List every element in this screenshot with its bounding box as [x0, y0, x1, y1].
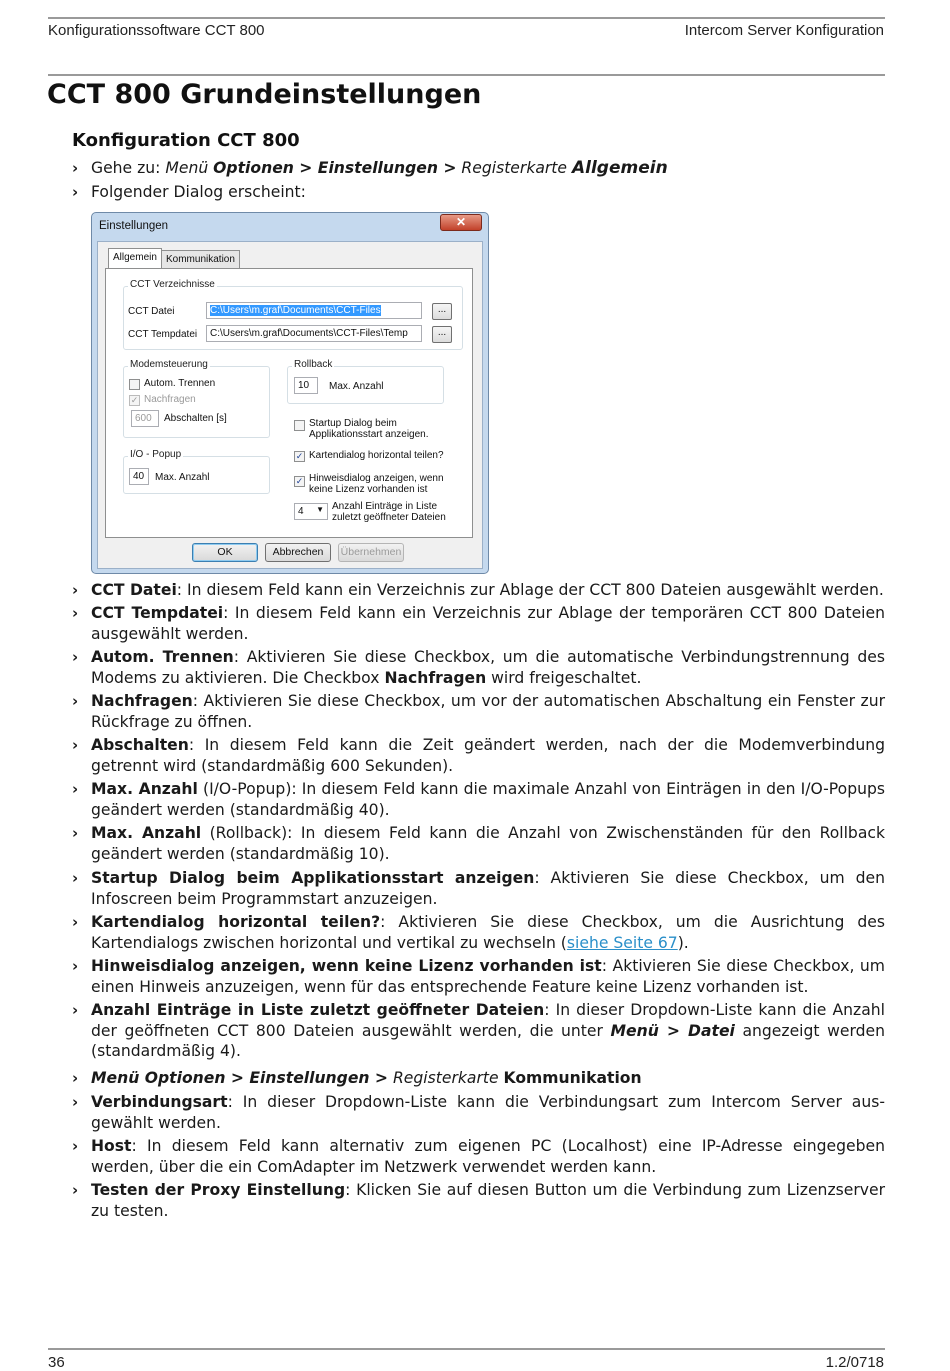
section-title: Konfiguration CCT 800 [72, 130, 300, 151]
chevron-right-icon: › [72, 736, 79, 754]
dialog-body [97, 241, 483, 569]
chevron-right-icon: › [72, 648, 79, 666]
anzahl-eintraege-label-2: zuletzt geöffneter Dateien [332, 512, 446, 523]
page-title: CCT 800 Grundeinstellungen [47, 79, 482, 110]
tab-allgemein[interactable]: Allgemein [108, 248, 162, 268]
hinweisdialog-checkbox[interactable]: ✓ [295, 476, 304, 486]
dialog-title: Einstellungen [99, 220, 169, 232]
chevron-right-icon: › [72, 1069, 79, 1087]
chevron-right-icon: › [72, 869, 79, 887]
uebernehmen-button[interactable]: Übernehmen [338, 543, 404, 562]
bullet-hinweisdialog: › Hinweisdialog anzeigen, wenn keine Lizenz vorhanden ist: Aktivieren Sie diese Checkbox, um einen Hinweis anzuzeigen, wenn für das entsprechende Feature keine Lizenz vorhanden ist. [72, 957, 885, 996]
cct-datei-field[interactable]: C:\Users\m.graf\Documents\CCT-Files [206, 302, 422, 319]
rollback-max-label: Max. Anzahl [329, 381, 384, 392]
group-modemsteuerung: Modemsteuerung [123, 366, 270, 438]
chevron-right-icon: › [72, 1137, 79, 1155]
abschalten-label: Abschalten [s] [164, 413, 227, 424]
abschalten-field[interactable]: 600 [131, 410, 159, 427]
intro-dialog: › Folgender Dialog erscheint: [72, 183, 306, 201]
rollback-max-field[interactable]: 10 [294, 377, 318, 394]
intro-goto: › Gehe zu: Menü Optionen > Einstellungen > Registerkarte Allgemein [72, 158, 668, 178]
browse-cct-datei-button[interactable]: ... [432, 303, 452, 320]
startup-dialog-label-2: Applikationsstart anzeigen. [309, 429, 429, 440]
bullet-abschalten: › Abschalten: In diesem Feld kann die Zeit geändert werden, nach der die Modemverbindung getrennt wird (standardmäßig 600 Sekunden). [72, 736, 885, 775]
chevron-right-icon: › [72, 1093, 79, 1111]
autom-trennen-label: Autom. Trennen [144, 378, 216, 389]
chevron-down-icon: ▼ [316, 505, 324, 514]
bullet-anzahl-eintraege: › Anzahl Einträge in Liste zuletzt geöffneter Dateien: In dieser Dropdown-Liste kann die Anzahl der geöffneten CCT 800 Dateien ausgewählt werden, die unter Menü > Datei angezeigt werden (standardmäßig 4). [72, 1001, 885, 1060]
chevron-right-icon: › [72, 824, 79, 842]
browse-cct-tempdatei-button[interactable]: ... [432, 326, 452, 343]
cct-datei-label: CCT Datei [128, 306, 175, 317]
bullet-autom-trennen: › Autom. Trennen: Aktivieren Sie diese Checkbox, um die automatische Verbindungstrennung des Modems zu aktivieren. Die Checkbox Nachfragen wird freigeschaltet. [72, 648, 885, 687]
doc-version: 1.2/0718 [825, 1354, 884, 1371]
settings-dialog [91, 212, 489, 574]
group-rollback: Rollback [287, 366, 444, 404]
chevron-right-icon: › [72, 581, 79, 599]
chevron-right-icon: › [72, 1181, 79, 1199]
cct-tempdatei-field[interactable]: C:\Users\m.graf\Documents\CCT-Files\Temp [206, 325, 422, 342]
bullet-startup-dialog: › Startup Dialog beim Applikationsstart anzeigen: Aktivieren Sie diese Checkbox, um den Infoscreen beim Programmstart anzuzeigen. [72, 869, 885, 908]
komm-path: › Menü Optionen > Einstellungen > Registerkarte Kommunikation [72, 1069, 642, 1087]
startup-dialog-checkbox[interactable] [294, 420, 305, 431]
chevron-right-icon: › [72, 159, 79, 177]
hinweisdialog-label-1: Hinweisdialog anzeigen, wenn [309, 473, 444, 484]
page-67-link[interactable]: siehe Seite 67 [566, 933, 678, 952]
bullet-cct-datei: › CCT Datei: In diesem Feld kann ein Verzeichnis zur Ablage der CCT 800 Dateien ausgewählt werden. [72, 581, 884, 599]
bullet-max-anzahl-rollback: › Max. Anzahl (Rollback): In diesem Feld kann die Anzahl von Zwischenständen für den Rollback geändert werden (standardmäßig 10). [72, 824, 885, 863]
chevron-right-icon: › [72, 604, 79, 622]
group-io-popup: I/O - Popup [123, 456, 270, 494]
ok-button[interactable]: OK [192, 543, 258, 562]
startup-dialog-label-1: Startup Dialog beim [309, 418, 397, 429]
group-cct-verzeichnisse: CCT Verzeichnisse [123, 286, 463, 350]
header-right: Intercom Server Konfiguration [684, 22, 884, 39]
bullet-kartendialog: › Kartendialog horizontal teilen?: Aktivieren Sie diese Checkbox, um die Ausrichtung des Kartendialogs zwischen horizontal und vertikal zu wechseln (siehe Seite 67). [72, 913, 885, 952]
io-popup-max-label: Max. Anzahl [155, 472, 210, 483]
bullet-max-anzahl-io: › Max. Anzahl (I/O-Popup): In diesem Feld kann die maximale Anzahl von Einträgen in den I/O-Popups geändert werden (standardmäßig 40). [72, 780, 886, 819]
nachfragen-label: Nachfragen [144, 394, 196, 405]
close-icon[interactable]: ✕ [440, 214, 482, 231]
autom-trennen-checkbox[interactable] [129, 379, 140, 390]
tab-kommunikation[interactable]: Kommunikation [161, 250, 240, 268]
tab-panel [105, 268, 473, 538]
header-left: Konfigurationssoftware CCT 800 [48, 22, 265, 39]
kartendialog-checkbox[interactable]: ✓ [295, 451, 304, 461]
io-popup-max-field[interactable]: 40 [129, 468, 149, 485]
chevron-right-icon: › [72, 957, 79, 975]
bullet-proxy-test: › Testen der Proxy Einstellung: Klicken Sie auf diesen Button um die Verbindung zum Lizenzserver zu testen. [72, 1181, 885, 1220]
bullet-cct-tempdatei: › CCT Tempdatei: In diesem Feld kann ein Verzeichnis zur Ablage der temporären CCT 800 Dateien ausgewählt werden. [72, 604, 885, 643]
bullet-nachfragen: › Nachfragen: Aktivieren Sie diese Checkbox, um vor der automatischen Abschaltung ein Fenster zur Rückfrage zu öffnen. [72, 692, 885, 731]
bullet-verbindungsart: › Verbindungsart: In dieser Dropdown-Liste kann die Verbindungsart zum Intercom Server aus-gewählt werden. [72, 1093, 885, 1132]
chevron-right-icon: › [72, 183, 79, 201]
page-number: 36 [48, 1354, 65, 1371]
nachfragen-checkbox[interactable]: ✓ [130, 395, 139, 405]
abbrechen-button[interactable]: Abbrechen [265, 543, 331, 562]
header-top-rule [48, 17, 885, 19]
chevron-right-icon: › [72, 913, 79, 931]
anzahl-eintraege-dropdown[interactable]: 4 ▼ [294, 503, 328, 520]
chevron-right-icon: › [72, 780, 79, 798]
hinweisdialog-label-2: keine Lizenz vorhanden ist [309, 484, 428, 495]
header-bottom-rule [48, 74, 885, 76]
footer-rule [48, 1348, 885, 1350]
chevron-right-icon: › [72, 1001, 79, 1019]
kartendialog-label: Kartendialog horizontal teilen? [309, 450, 444, 461]
anzahl-eintraege-label-1: Anzahl Einträge in Liste [332, 501, 438, 512]
cct-tempdatei-label: CCT Tempdatei [128, 329, 198, 340]
chevron-right-icon: › [72, 692, 79, 710]
bullet-host: › Host: In diesem Feld kann alternativ zum eigenen PC (Localhost) eine IP-Adresse eingegeben werden, über die ein ComAdapter im Netzwerk verwendet werden kann. [72, 1137, 885, 1176]
